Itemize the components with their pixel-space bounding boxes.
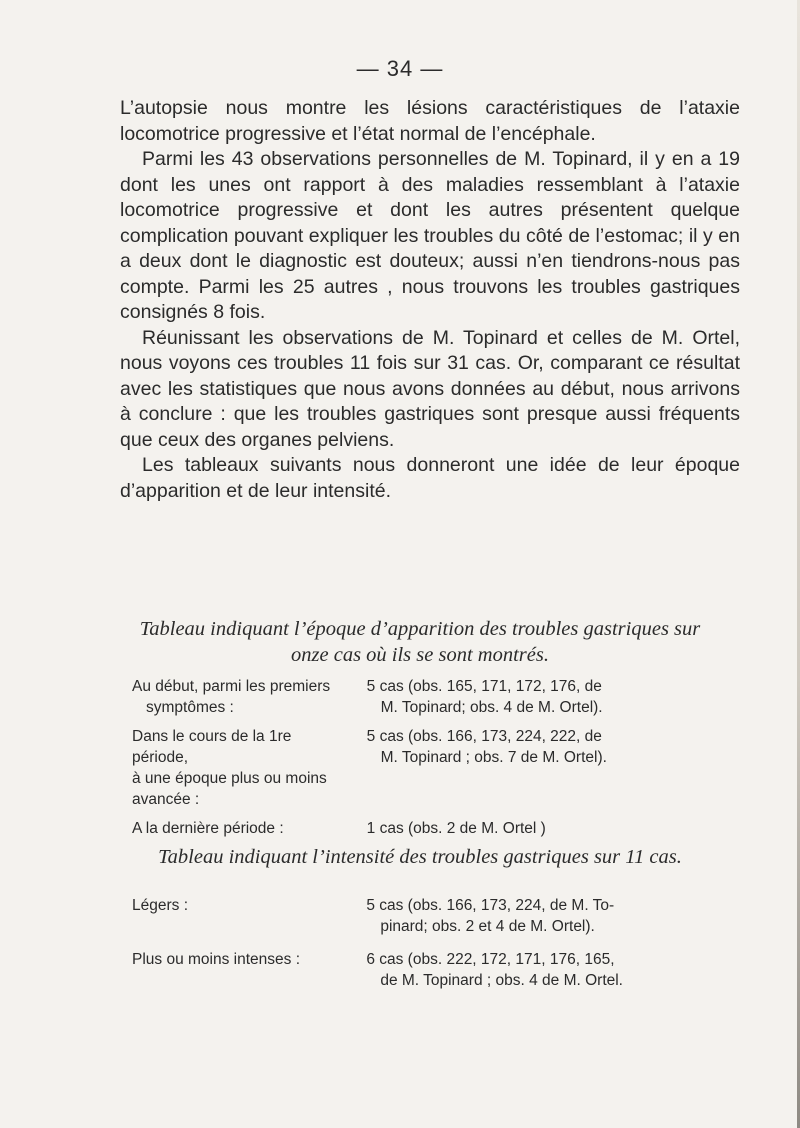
table-row [132, 818, 752, 839]
table-row [132, 676, 752, 718]
table2-caption [100, 844, 740, 870]
paragraph: Parmi les 43 observations personnelles de M. Topinard, il y en a 19 dont les unes ont rapport à des maladies ressemblant à l’ataxie locomotrice progressive et dont les autres présentent quelque complication pouvant expliquer les troubles du côté de l’estomac; il y en a deux dont le diagnostic est douteux; aussi n’en tiendrons-nous pas compte. Parmi les 25 autres , nous trouvons les troubles gastriques consignés 8 fois. [120, 148, 740, 323]
row-label-line: Plus ou moins intenses : [132, 951, 301, 968]
table-row [132, 895, 752, 937]
row-value-line: M. Topinard; obs. 4 de M. Ortel). [380, 699, 603, 716]
row-value [367, 726, 752, 810]
row-label [132, 676, 347, 718]
paragraph: L’autopsie nous montre les lésions caractéristiques de l’ataxie locomotrice progressive et l’état normal de l’encéphale. [120, 97, 740, 145]
table1 [132, 676, 752, 847]
row-value-line: 5 cas (obs. 166, 173, 224, 222, de [366, 728, 602, 745]
row-value-line: 5 cas (obs. 165, 171, 172, 176, de [366, 678, 602, 695]
table1-caption [100, 616, 740, 668]
row-label [132, 895, 366, 937]
table-row [132, 726, 752, 810]
page-number: — 34 — [356, 56, 444, 81]
row-value [366, 895, 752, 937]
table2-caption-line: Tableau indiquant l’intensité des troubles gastriques sur 11 cas. [158, 846, 682, 868]
row-value [367, 818, 752, 839]
table1-caption-line1: Tableau indiquant l’époque d’apparition des troubles gastriques sur [139, 618, 701, 640]
row-label [132, 949, 366, 991]
row-label-line: A la dernière période : [132, 820, 284, 837]
row-value-line: 5 cas (obs. 166, 173, 224, de M. To- [366, 897, 615, 914]
row-value [367, 676, 752, 718]
row-value-line: de M. Topinard ; obs. 4 de M. Ortel. [380, 972, 623, 989]
row-value-line: pinard; obs. 2 et 4 de M. Ortel). [380, 918, 595, 935]
row-label-line: Dans le cours de la 1re période, [132, 728, 292, 766]
paragraph: Les tableaux suivants nous donneront une idée de leur époque d’apparition et de leur intensité. [120, 454, 740, 502]
row-label-line: Au début, parmi les premiers [132, 678, 331, 695]
row-value-line: 1 cas (obs. 2 de M. Ortel ) [366, 820, 546, 837]
table1-caption-line2: onze cas où ils se sont montrés. [291, 644, 549, 666]
table2 [132, 895, 752, 1003]
row-label-line: à une époque plus ou moins [132, 770, 327, 787]
row-value [366, 949, 752, 991]
row-label-line: avancée : [132, 791, 200, 808]
paragraph: Réunissant les observations de M. Topinard et celles de M. Ortel, nous voyons ces troubles 11 fois sur 31 cas. Or, comparant ce résultat avec les statistiques que nous avons données au début, nous arrivons à conclure : que les troubles gastriques sont presque aussi fréquents que ceux des organes pelviens. [120, 326, 740, 451]
row-label [132, 726, 347, 810]
table-row [132, 949, 752, 991]
row-label-line: Légers : [132, 897, 189, 914]
body-text [120, 96, 740, 504]
row-value-line: 6 cas (obs. 222, 172, 171, 176, 165, [366, 951, 615, 968]
row-value-line: M. Topinard ; obs. 7 de M. Ortel). [380, 749, 607, 766]
row-label-line: symptômes : [146, 699, 234, 716]
row-label [132, 818, 347, 839]
